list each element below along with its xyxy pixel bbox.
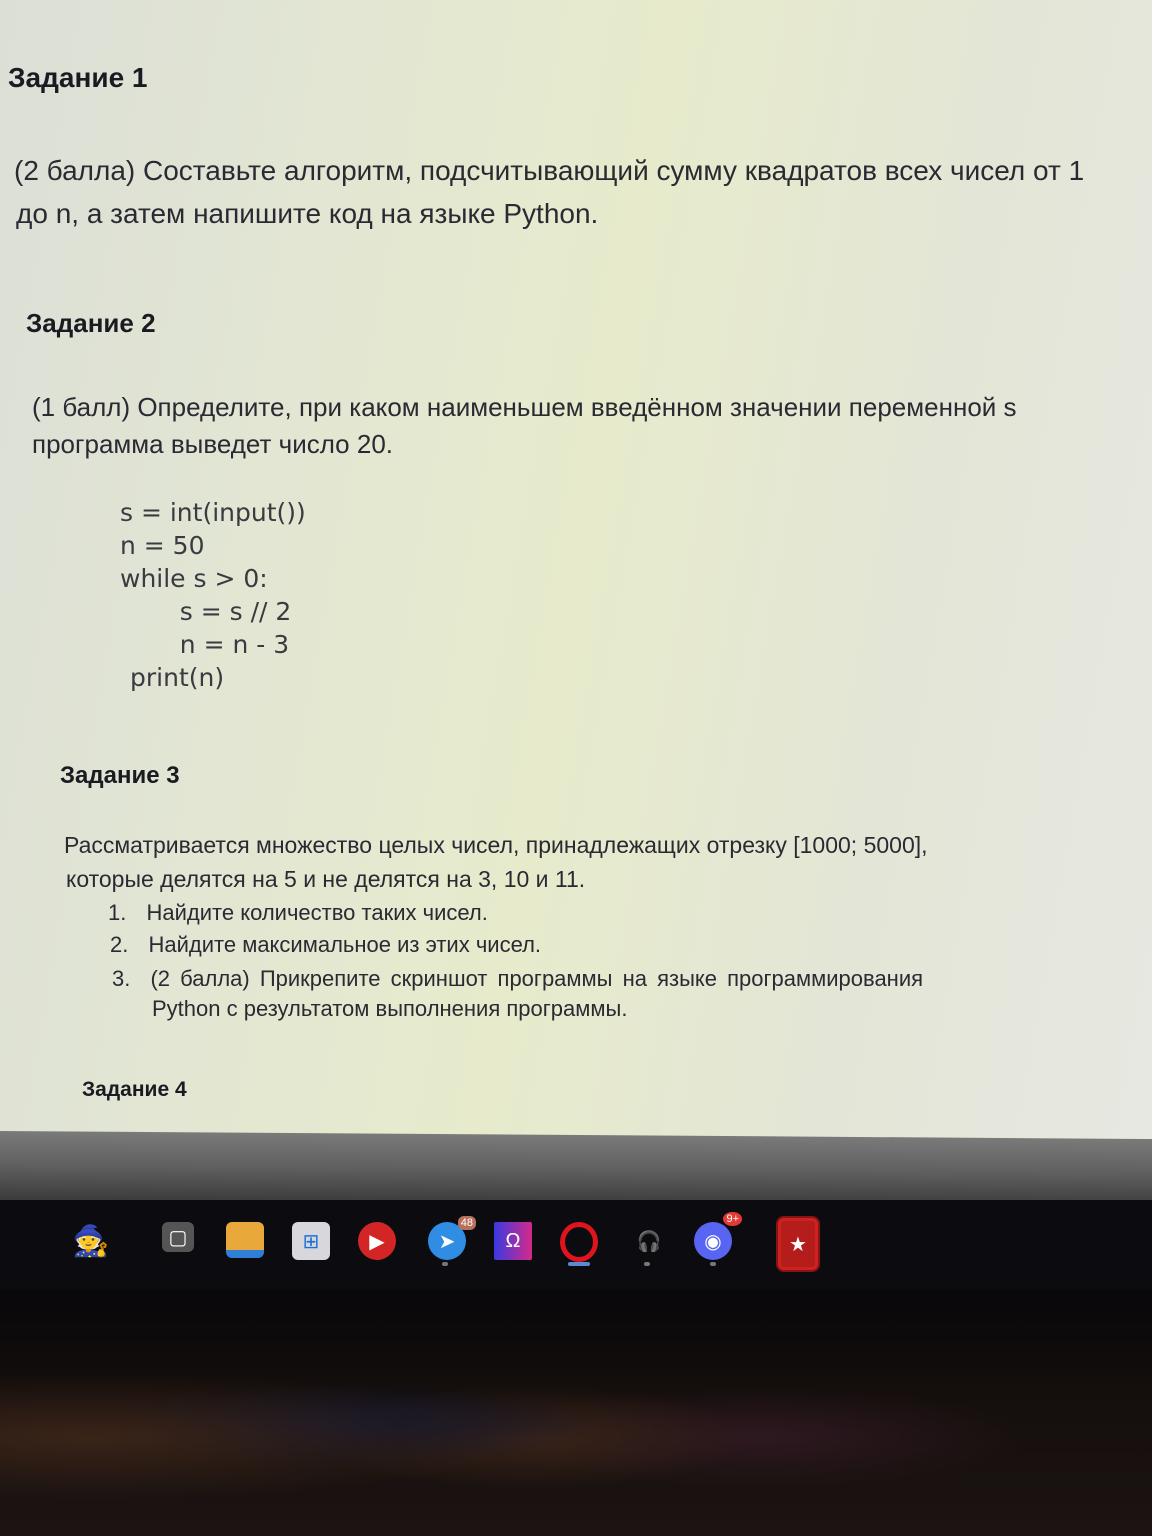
task3-list-item-2 [110, 930, 541, 960]
list-text: Найдите максимальное из этих чисел. [148, 932, 542, 957]
telegram-icon[interactable] [428, 1217, 473, 1260]
code-line: print(n) [130, 663, 225, 692]
task2-code-block [120, 496, 306, 694]
code-line: while s > 0: [120, 564, 268, 593]
code-line: n = 50 [120, 531, 205, 560]
window-app-icon[interactable] [162, 1222, 194, 1252]
task2-heading: Задание 2 [26, 308, 156, 338]
headphones-app-icon[interactable] [630, 1222, 668, 1260]
wizard-app-icon[interactable] [72, 1222, 110, 1260]
pin-glyph: ★ [789, 1233, 807, 1256]
task4-heading: Задание 4 [82, 1078, 187, 1101]
active-indicator [568, 1262, 590, 1266]
headphones-glyph: 🎧 [636, 1230, 662, 1253]
discord-glyph: ◉ [704, 1230, 722, 1253]
store-glyph: ⊞ [302, 1230, 320, 1253]
taskbar [0, 1200, 1152, 1290]
telegram-glyph: ➤ [438, 1230, 456, 1253]
task3-text-line1: Рассматривается множество целых чисел, принадлежащих отрезку [1000; 5000], [64, 832, 928, 858]
code-line: s = s // 2 [148, 597, 292, 626]
running-indicator [442, 1262, 448, 1266]
screen-bottom-band [0, 1131, 1152, 1209]
file-explorer-icon[interactable] [226, 1222, 264, 1258]
task3-list-item-1 [108, 898, 488, 928]
window-glyph: ▢ [168, 1226, 188, 1249]
play-glyph: ▶ [369, 1230, 385, 1253]
task2-text-line2: программа выведет число 20. [32, 429, 394, 459]
running-indicator [710, 1262, 716, 1266]
list-number: 2. [110, 932, 129, 957]
list-text: Найдите количество таких чисел. [146, 900, 488, 925]
media-player-icon[interactable] [358, 1222, 396, 1260]
list-number: 1. [108, 900, 127, 925]
task3-list-item-3 [112, 964, 923, 994]
opera-icon[interactable] [560, 1222, 598, 1262]
background-photo-figurines [0, 1290, 1152, 1536]
task2-text-line1: (1 балл) Определите, при каком наименьшем введённом значении переменной s [32, 392, 1017, 422]
ai-glyph: Ω [505, 1229, 521, 1252]
task3-text-line2: которые делятся на 5 и не делятся на 3, 10 и 11. [66, 866, 586, 892]
task3-heading: Задание 3 [60, 762, 180, 789]
list-text: (2 балла) Прикрепите скриншот программы на языке программирования [150, 966, 924, 991]
wizard-glyph: 🧙 [72, 1224, 110, 1258]
task3-list-item-3-cont: Python с результатом выполнения программы. [152, 996, 628, 1021]
microsoft-store-icon[interactable] [292, 1222, 330, 1260]
code-line: s = int(input()) [120, 498, 306, 527]
task1-text-line1: (2 балла) Составьте алгоритм, подсчитывающий сумму квадратов всех чисел от 1 [14, 155, 1085, 186]
code-line: n = n - 3 [148, 630, 290, 659]
discord-unread-badge: 9+ [723, 1212, 742, 1226]
list-number: 3. [112, 966, 131, 991]
pin-app-icon[interactable] [778, 1218, 818, 1270]
task1-heading: Задание 1 [8, 62, 148, 93]
task1-text-line2: до n, а затем напишите код на языке Python. [16, 198, 599, 229]
ai-app-icon[interactable] [494, 1222, 532, 1260]
discord-icon[interactable] [694, 1213, 739, 1260]
running-indicator [644, 1262, 650, 1266]
telegram-unread-badge: 48 [458, 1216, 476, 1230]
